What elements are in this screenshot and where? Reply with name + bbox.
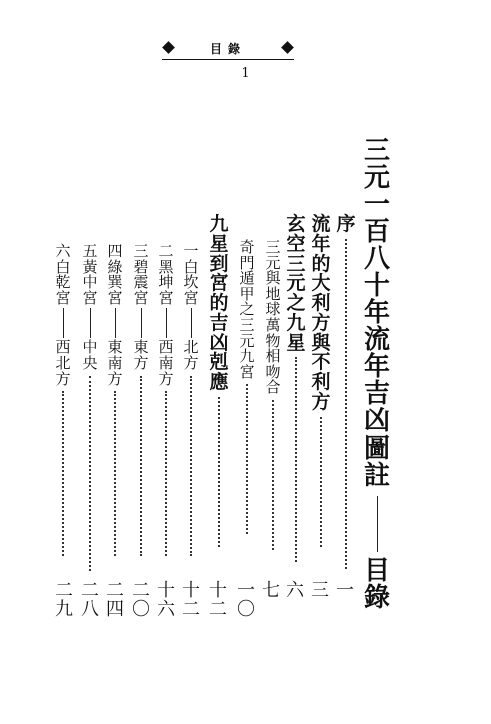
- diamond-ornament-icon: [162, 41, 175, 54]
- leader-dots: [246, 384, 248, 534]
- glyph: 星: [209, 232, 229, 255]
- entry-dash: [141, 308, 142, 338]
- book-title-text: [364, 138, 390, 490]
- book-title: [357, 138, 397, 612]
- glyph: 宮: [209, 272, 229, 295]
- toc-entry-title: [107, 244, 122, 306]
- glyph: 二: [158, 242, 174, 260]
- glyph: 地: [265, 284, 281, 303]
- glyph: 目: [363, 555, 390, 586]
- glyph: 年: [311, 232, 331, 255]
- glyph: 年: [363, 298, 390, 329]
- glyph: 百: [363, 217, 390, 248]
- toc-entry-direction: [158, 340, 173, 387]
- toc-page-number: [311, 582, 329, 601]
- glyph: 東: [133, 338, 149, 357]
- glyph: 六: [157, 598, 175, 620]
- toc-entry-star-4[interactable]: [104, 244, 126, 556]
- leader-dots: [165, 391, 167, 556]
- glyph: 萬: [265, 315, 281, 334]
- header-title: 目錄: [209, 41, 246, 56]
- toc-entry-nine-star-palace[interactable]: [206, 215, 232, 547]
- toc-entry-direction: [82, 340, 97, 371]
- glyph: 北: [183, 338, 199, 357]
- toc-entry-earth-correspond[interactable]: [262, 240, 284, 550]
- glyph: 不: [311, 351, 331, 374]
- glyph: 方: [55, 369, 71, 388]
- glyph: 一: [237, 580, 255, 601]
- glyph: 甲: [239, 284, 255, 303]
- toc-entry-nine-stars[interactable]: [283, 215, 309, 562]
- toc-entry-star-6[interactable]: [52, 244, 74, 556]
- toc-entry-title: [265, 240, 280, 396]
- glyph: 中: [82, 338, 98, 357]
- glyph: 錄: [363, 582, 390, 613]
- glyph: 二: [55, 580, 73, 601]
- glyph: 十: [363, 271, 390, 302]
- glyph: 宮: [183, 288, 199, 307]
- glyph: 二: [81, 580, 99, 601]
- glyph: 凶: [363, 406, 390, 437]
- glyph: 三: [286, 252, 306, 275]
- glyph: 方: [311, 311, 331, 334]
- glyph: 方: [158, 369, 174, 388]
- toc-entry-title: [311, 215, 330, 413]
- toc-page-number: [132, 582, 150, 620]
- glyph: 元: [265, 253, 281, 272]
- glyph: 之: [286, 292, 306, 315]
- glyph: 宮: [82, 288, 98, 307]
- glyph: 十: [209, 580, 227, 601]
- leader-dots: [295, 357, 297, 562]
- leader-dots: [190, 376, 192, 556]
- glyph: 合: [265, 378, 281, 397]
- glyph: 三: [363, 136, 390, 166]
- glyph: 三: [133, 242, 149, 260]
- glyph: 宮: [133, 288, 149, 307]
- glyph: 七: [262, 580, 280, 601]
- glyph: 應: [209, 371, 229, 394]
- toc-entry-qimen-palaces[interactable]: [236, 240, 258, 534]
- glyph: 央: [82, 353, 98, 372]
- glyph: 吉: [209, 311, 229, 334]
- glyph: 南: [158, 353, 174, 372]
- toc-entry-direction: [183, 340, 198, 371]
- title-dash: [377, 496, 378, 552]
- glyph: 白: [55, 257, 71, 276]
- leader-dots: [345, 239, 347, 569]
- toc-entry-title: [286, 215, 305, 353]
- glyph: 一: [336, 580, 354, 601]
- toc-entry-good-bad-directions[interactable]: [308, 215, 334, 547]
- glyph: 一: [183, 242, 199, 260]
- entry-dash: [63, 308, 64, 338]
- glyph: 南: [107, 353, 123, 372]
- glyph: 方: [183, 353, 199, 372]
- glyph: 吉: [363, 379, 390, 410]
- toc-page-number: [157, 582, 175, 620]
- glyph: 六: [286, 580, 304, 601]
- glyph: 玄: [286, 213, 306, 235]
- glyph: 方: [133, 353, 149, 372]
- glyph: 年: [363, 352, 390, 383]
- glyph: 遁: [239, 269, 255, 288]
- glyph: 宮: [55, 288, 71, 307]
- glyph: 利: [311, 371, 331, 394]
- leader-dots: [89, 376, 91, 571]
- glyph: 〇: [132, 598, 150, 620]
- glyph: 與: [265, 269, 281, 288]
- toc-page-number: [336, 582, 354, 601]
- glyph: 八: [81, 598, 99, 620]
- glyph: 碧: [133, 257, 149, 276]
- toc-entry-title: [336, 215, 355, 235]
- glyph: 相: [265, 347, 281, 366]
- glyph: 流: [363, 325, 390, 356]
- glyph: 九: [55, 598, 73, 620]
- toc-entry-star-5[interactable]: [79, 244, 101, 571]
- glyph: 十: [157, 580, 175, 601]
- toc-page-number: [286, 582, 304, 601]
- glyph: 門: [239, 253, 255, 272]
- glyph: 的: [209, 292, 229, 315]
- glyph: 空: [286, 232, 306, 255]
- glyph: 八: [363, 244, 390, 275]
- toc-entry-title: [133, 244, 148, 306]
- toc-page-number: [106, 582, 124, 620]
- glyph: 乾: [55, 273, 71, 292]
- glyph: 奇: [239, 238, 255, 256]
- glyph: 綠: [107, 257, 123, 276]
- glyph: 九: [209, 213, 229, 235]
- glyph: 註: [363, 460, 390, 491]
- glyph: 宮: [107, 288, 123, 307]
- glyph: 剋: [209, 351, 229, 374]
- toc-page-number: [209, 582, 227, 620]
- glyph: 物: [265, 331, 281, 350]
- glyph: 四: [107, 242, 123, 260]
- glyph: 中: [82, 273, 98, 292]
- toc-entry-title: [82, 244, 97, 306]
- leader-dots: [62, 391, 64, 556]
- glyph: 流: [311, 213, 331, 235]
- glyph: 〇: [237, 598, 255, 620]
- glyph: 凶: [209, 331, 229, 354]
- glyph: 圖: [363, 433, 390, 464]
- page-folio: 1: [241, 66, 250, 81]
- toc-entry-direction: [55, 340, 70, 387]
- glyph: 西: [55, 338, 71, 357]
- toc-page-number: [182, 582, 200, 620]
- glyph: 三: [311, 580, 329, 601]
- entry-dash: [191, 308, 192, 338]
- glyph: 九: [239, 347, 255, 366]
- glyph: 震: [133, 273, 149, 292]
- glyph: 元: [286, 272, 306, 295]
- glyph: 四: [106, 598, 124, 620]
- toc-entry-direction: [107, 340, 122, 387]
- glyph: 大: [311, 272, 331, 295]
- glyph: 之: [239, 300, 255, 319]
- glyph: 三: [239, 315, 255, 334]
- glyph: 一: [363, 190, 390, 221]
- toc-entry-direction: [133, 340, 148, 371]
- glyph: 東: [107, 338, 123, 357]
- glyph: 元: [239, 331, 255, 350]
- toc-entry-title: [158, 244, 173, 306]
- glyph: 利: [311, 292, 331, 315]
- leader-dots: [272, 400, 274, 550]
- running-header: [162, 38, 294, 62]
- glyph: 坎: [183, 273, 199, 292]
- toc-entry-star-1[interactable]: [180, 244, 202, 556]
- leader-dots: [218, 397, 220, 547]
- glyph: 六: [55, 242, 71, 260]
- glyph: 的: [311, 252, 331, 275]
- toc-entry-title: [55, 244, 70, 306]
- glyph: 吻: [265, 362, 281, 381]
- header-rule: [162, 59, 294, 60]
- toc-page-number: [237, 582, 255, 620]
- glyph: 五: [82, 242, 98, 260]
- glyph: 北: [55, 353, 71, 372]
- glyph: 宮: [239, 362, 255, 381]
- glyph: 十: [182, 580, 200, 601]
- glyph: 球: [265, 300, 281, 319]
- glyph: 黃: [82, 257, 98, 276]
- glyph: 二: [182, 598, 200, 620]
- glyph: 星: [286, 331, 306, 354]
- glyph: 序: [336, 213, 356, 235]
- leader-dots: [114, 391, 116, 556]
- glyph: 巽: [107, 273, 123, 292]
- diamond-ornament-icon: [281, 41, 294, 54]
- toc-entry-title: [209, 215, 228, 393]
- toc-entry-star-2[interactable]: [155, 244, 177, 556]
- glyph: 方: [311, 390, 331, 413]
- glyph: 二: [132, 580, 150, 601]
- glyph: 九: [286, 311, 306, 334]
- entry-dash: [166, 308, 167, 338]
- glyph: 與: [311, 331, 331, 354]
- toc-entry-star-3[interactable]: [130, 244, 152, 556]
- glyph: 二: [209, 598, 227, 620]
- toc-page-number: [262, 582, 280, 601]
- glyph: 元: [363, 163, 390, 194]
- section-label: [363, 555, 390, 613]
- entry-dash: [115, 308, 116, 338]
- leader-dots: [140, 376, 142, 556]
- toc-entry-title: [239, 240, 254, 380]
- toc-page-number: [81, 582, 99, 620]
- glyph: 二: [106, 580, 124, 601]
- glyph: 到: [209, 252, 229, 275]
- glyph: 黑: [158, 257, 174, 276]
- leader-dots: [320, 417, 322, 547]
- toc-page-number: [55, 582, 73, 620]
- toc-entry-preface[interactable]: [333, 215, 359, 569]
- glyph: 宮: [158, 288, 174, 307]
- toc-entry-title: [183, 244, 198, 306]
- glyph: 西: [158, 338, 174, 357]
- glyph: 白: [183, 257, 199, 276]
- glyph: 方: [107, 369, 123, 388]
- glyph: 坤: [158, 273, 174, 292]
- glyph: 三: [265, 238, 281, 256]
- entry-dash: [90, 308, 91, 338]
